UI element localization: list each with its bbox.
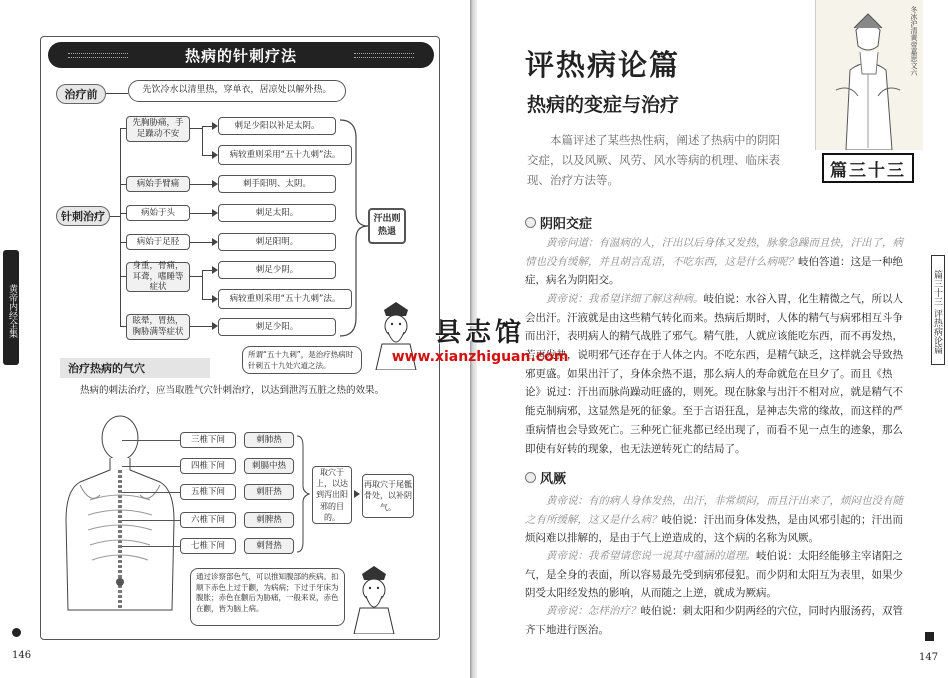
section-heading: 阴阳交症 xyxy=(525,213,592,232)
vertebra-action: 刺肾热 xyxy=(244,538,294,554)
sage-figure xyxy=(366,300,426,370)
action-box: 刺手阳明、太阴。 xyxy=(218,175,336,193)
section-heading: 治疗热病的气穴 xyxy=(60,358,210,378)
vertebra-action: 刺肺热 xyxy=(244,432,294,448)
action-box: 病较重则采用“五十九刺”法。 xyxy=(218,289,352,309)
paragraph: 黄帝说：怎样治疗？岐伯说：刺太阳和少阴两经的穴位，同时内服汤药，双管齐下地进行医治。 xyxy=(525,605,903,636)
page-title: 热病的针刺疗法 xyxy=(48,42,434,68)
vertebra-label: 四椎下间 xyxy=(180,458,236,474)
take-lower-box: 再取穴于尾骶骨处，以补阴气。 xyxy=(362,474,414,518)
vertebra-action: 刺肝热 xyxy=(244,484,294,500)
symptom-box: 病始于足胫 xyxy=(126,234,190,250)
paragraph: 黄帝说：我希望请您说一说其中蕴涵的道理。岐伯说：太阳经能够主宰诸阳之气，是全身的表面，所以容易最先受到病邪侵犯。而少阴和太阳互为表里，如果少阴受太阳经发热的影响，从而随之上逆，就成为厥病。 xyxy=(525,550,903,600)
book-gutter xyxy=(470,0,477,678)
paragraph: 黄帝说：我希望详细了解这种病。岐伯说：水谷入胃，化生精微之气，所以人会出汗。汗液就是由这些精气转化而来。热病后期时，人体的精气与病邪相互斗争而出汗，表明病人的精气战胜了邪气。精气胜，人就应该能吃东西，而不再发热，若再发热，说明邪气还存在于人体之内。不吃东西，是精气缺乏，这样就会导致热邪更盛。如果出汗了，身体余热不退，那么病人的寿命就危在旦夕了。而且《热论》说过：汗出而脉尚躁动旺盛的，则死。现在脉象与出汗不相对应，就是精气不能克制病邪，这显然是死的征象。至于言语狂乱，是神志失常的缘故，而这样的严重病情也会导致死亡。三种死亡征兆都已经出现了，而看不见一点生的迹象，那么即使有好转的现象，也无法逆转死亡的结局了。 xyxy=(525,293,903,455)
symptom-box: 眩晕，胃热，胸胁满等症状 xyxy=(126,314,190,340)
chapter-title: 评热病论篇 xyxy=(525,48,681,82)
action-box: 刺足阳明。 xyxy=(218,233,336,251)
portrait-caption: 冬冰沪清黄帝嘉思文六 xyxy=(910,6,918,76)
watermark-url: www.xianzhiguan.com xyxy=(391,349,569,365)
chapter-subtitle: 热病的变症与治疗 xyxy=(527,94,680,116)
vertebra-label: 五椎下间 xyxy=(180,484,236,500)
acupuncture-label: 针刺治疗 xyxy=(56,206,110,226)
symptom-box: 先胸胁痛，手足躁动不安 xyxy=(126,116,190,142)
speech-bubble: 通过诊察部色气，可以推知腹部的疾病。扣顺下赤色上过于颧，为病病；下过于牙床为腹胀；赤色在颧后为胁痛，一般来说，赤色在颧，皆为脑上病。 xyxy=(190,568,345,626)
vertebra-label: 七椎下间 xyxy=(180,538,236,554)
section-icon xyxy=(525,472,536,483)
section-text: 热病的刺法治疗，应当取胜气穴针刺治疗，以达到泄泻五脏之热的效果。 xyxy=(80,385,385,396)
symptom-box: 病始于头 xyxy=(126,205,190,221)
action-box: 刺足太阳。 xyxy=(218,204,336,222)
action-box: 刺足少阳以补足太阴。 xyxy=(218,117,336,135)
vertebra-action: 刺膈中热 xyxy=(244,458,294,474)
section-heading: 风厥 xyxy=(525,468,566,487)
chapter-intro: 本篇评述了某些热性病，阐述了热病中的阴阳交症，以及风厥、风劳、风水等病的机理、临床表现、治疗方法等。 xyxy=(527,133,780,188)
paragraph: 黄帝说：有的病人身体发热，出汗，非常烦闷，而且汗出来了，烦闷也没有随之有所缓解，这又是什么病？岐伯说：汗出而身体发热，是由风邪引起的；汗出而烦闷难以排解的，是由于气上逆造成的，这个病的名称为风厥。 xyxy=(525,495,903,545)
action-box: 病较重则采用“五十九刺”法。 xyxy=(218,145,352,165)
chapter-badge: 篇三十三 xyxy=(822,153,914,183)
side-tab: 篇三十三 评热病论篇 xyxy=(931,255,945,365)
before-treatment-text: 先饮冷水以清里热，穿单衣，居凉处以解外热。 xyxy=(128,80,346,102)
page-number: 147 xyxy=(919,652,939,663)
left-page xyxy=(0,0,470,678)
watermark-name: 县志馆 xyxy=(434,318,525,348)
before-treatment-label: 治疗前 xyxy=(56,84,106,104)
vertebra-action: 刺脾热 xyxy=(244,512,294,528)
paragraph: 黄帝问道：有温病的人，汗出以后身体又发热，脉象急躁而且快，汗出了，病情也没有缓解，并且胡言乱语，不吃东西，这是什么病呢？岐伯答道：这是一种绝症，病名为阴阳交。 xyxy=(525,237,903,287)
page-number: 146 xyxy=(12,650,32,661)
vertebra-brace xyxy=(296,434,310,554)
speech-bubble: 所谓“五十九刺”，是治疗热病时针刺五十九处穴道之法。 xyxy=(242,346,362,374)
vertebra-label: 三椎下间 xyxy=(180,432,236,448)
section-icon xyxy=(525,217,536,228)
page-marker xyxy=(925,632,934,641)
page-marker xyxy=(12,628,21,637)
take-upper-box: 取穴于上，以达到泻出阳邪的目的。 xyxy=(312,466,352,524)
right-page xyxy=(477,0,948,678)
back-illustration xyxy=(60,410,180,640)
side-tab: 黄帝内经全集 xyxy=(3,250,19,365)
action-box: 刺足少阳。 xyxy=(218,318,336,336)
vertebra-label: 六椎下间 xyxy=(180,512,236,528)
symptom-box: 身重，骨痛，耳聋，嗜睡等症状 xyxy=(126,262,190,292)
portrait-illustration xyxy=(815,0,923,150)
action-box: 刺足少阴。 xyxy=(218,261,336,279)
symptom-box: 病始手臂痛 xyxy=(126,176,190,192)
result-box: 汗出则热退 xyxy=(368,208,406,244)
sage-figure xyxy=(344,564,406,634)
